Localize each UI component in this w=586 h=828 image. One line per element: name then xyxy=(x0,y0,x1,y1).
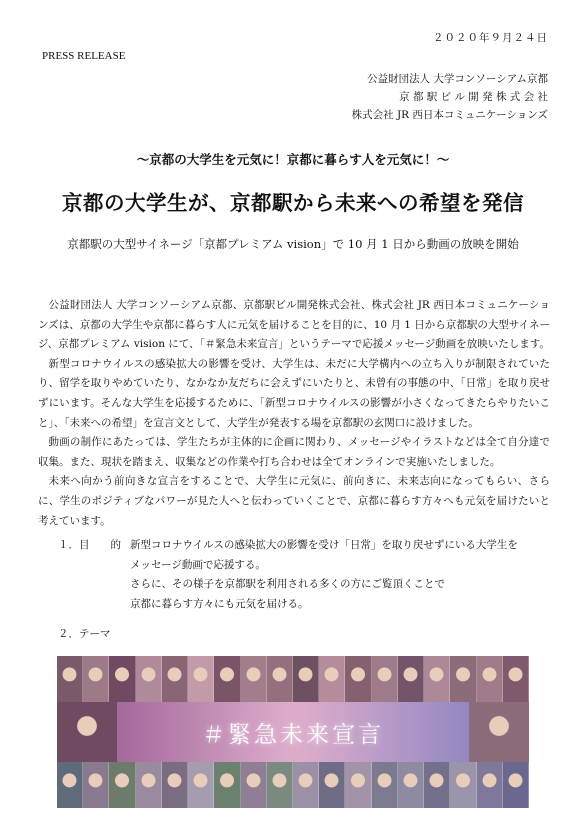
issuer-1: 公益財団法人 大学コンソーシアム京都 xyxy=(367,73,548,85)
student-photo xyxy=(372,762,398,808)
student-photo xyxy=(241,656,267,702)
purpose-line: 京都に暮らす方々にも元気を届ける。 xyxy=(130,597,309,610)
student-photo xyxy=(214,762,240,808)
purpose-line: 新型コロナウイルスの感染拡大の影響を受け「日常」を取り戻せずにいる大学生を xyxy=(130,539,518,551)
student-photo xyxy=(450,762,476,808)
photo-strip-bottom xyxy=(57,762,529,808)
student-photo xyxy=(477,656,503,702)
student-photo xyxy=(319,656,345,702)
student-photo xyxy=(319,762,345,808)
section-purpose xyxy=(58,536,538,614)
issuer-list xyxy=(352,70,548,124)
body-paragraph: 公益財団法人 大学コンソーシアム京都、京都駅ビル開発株式会社、株式会社 JR 西日本コミュニケーションズは、京都の大学生や京都に暮らす人に元気を届けることを目的に、10 月 1 日から京都駅の大型サイネージ、京都プレミアム vision にて、「＃緊急未来宣言」というテーマで応援メッセージ動画を放映いたします。 xyxy=(38,299,550,351)
student-photo xyxy=(372,656,398,702)
body-paragraph: 未来へ向かう前向きな宣言をすることで、大学生に元気に、前向きに、未来志向になってもらい、さらに、学生のポジティブなパワーが見た人へと伝わっていくことで、京都に暮らす方々へも元気を届けたいと考えています。 xyxy=(38,475,550,527)
photo-side-right xyxy=(469,702,529,762)
student-photo xyxy=(293,656,319,702)
section-theme-label: ２．テーマ xyxy=(58,628,111,640)
banner-title-area xyxy=(117,702,469,762)
student-photo xyxy=(136,656,162,702)
photo-strip-top xyxy=(57,656,529,702)
student-photo xyxy=(424,656,450,702)
student-photo xyxy=(214,656,240,702)
student-photo xyxy=(424,762,450,808)
student-photo xyxy=(57,656,83,702)
body-text xyxy=(38,296,550,531)
section-purpose-text xyxy=(130,536,538,614)
theme-banner-image xyxy=(57,656,529,808)
body-paragraph: 動画の制作にあたっては、学生たちが主体的に企画に関わり、メッセージやイラストなどは全て自分達で収集。また、現状を踏まえ、収集などの作業や打ち合わせは全てオンラインで実施いたしました。 xyxy=(38,436,550,468)
student-photo xyxy=(136,762,162,808)
lead-text: 京都駅の大型サイネージ「京都プレミアム vision」で 10 月 1 日から動画の放映を開始 xyxy=(67,237,519,251)
student-photo xyxy=(477,762,503,808)
student-photo xyxy=(450,656,476,702)
student-photo xyxy=(503,656,529,702)
subtitle: ～京都の大学生を元気に！京都に暮らす人を元気に！～ xyxy=(136,152,450,167)
purpose-line: さらに、その様子を京都駅を利用される多くの方にご覧頂くことで xyxy=(130,578,445,591)
student-photo xyxy=(398,762,424,808)
student-photo xyxy=(345,656,371,702)
banner-hashtag: ＃緊急未来宣言 xyxy=(202,722,384,748)
purpose-line: メッセージ動画で応援する。 xyxy=(130,558,266,571)
section-purpose-label: １．目 的 xyxy=(58,539,121,551)
student-photo xyxy=(57,762,83,808)
student-photo xyxy=(398,656,424,702)
student-photo xyxy=(267,762,293,808)
student-photo xyxy=(267,656,293,702)
banner-center xyxy=(57,702,529,762)
press-release-label: PRESS RELEASE xyxy=(42,50,126,62)
issuer-3: 株式会社 JR 西日本コミュニケーションズ xyxy=(351,109,548,121)
student-photo xyxy=(83,762,109,808)
student-photo xyxy=(109,656,135,702)
student-photo xyxy=(162,762,188,808)
student-photo xyxy=(345,762,371,808)
student-photo xyxy=(188,656,214,702)
student-photo xyxy=(293,762,319,808)
release-date: ２０２０年９月２４日 xyxy=(433,32,548,44)
photo-side-left xyxy=(57,702,117,762)
student-photo xyxy=(188,762,214,808)
issuer-2: 京 都 駅 ビ ル 開 発 株 式 会 社 xyxy=(399,91,548,103)
student-photo xyxy=(503,762,529,808)
student-photo xyxy=(162,656,188,702)
student-photo xyxy=(83,656,109,702)
student-photo xyxy=(109,762,135,808)
body-paragraph: 新型コロナウイルスの感染拡大の影響を受け、大学生は、未だに大学構内への立ち入りが制限されていたり、留学を取りやめていたり、なかなか友だちに会えずにいたりと、未曾有の事態の中、「日常」を取り戻せずにいます。そんな大学生を応援するために、「新型コロナウイルスの影響が小さくなってきたらやりたいこと」、「未来への希望」を宣言文として、大学生が発表する場を京都駅の玄関口に設けました。 xyxy=(38,357,550,429)
page-title: 京都の大学生が、京都駅から未来への希望を発信 xyxy=(62,191,524,215)
student-photo xyxy=(241,762,267,808)
